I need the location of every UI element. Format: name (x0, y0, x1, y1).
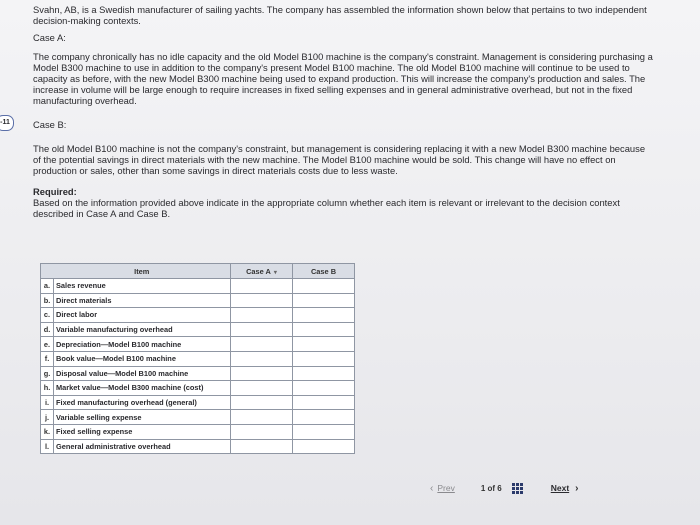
row-item-label: Sales revenue (54, 279, 231, 294)
case-b-text: The old Model B100 machine is not the company's constraint, but management is considering replacing it with a new Model B300 machine because of the potential savings in direct materials with the new machine. The Model B100 machine would be sold. This change will have no effect on production or sales, other than some savings in direct materials costs due to less waste. (33, 143, 646, 176)
case-b-answer-cell[interactable] (293, 424, 355, 439)
case-a-answer-cell[interactable] (231, 351, 293, 366)
row-item-label: Disposal value—Model B100 machine (54, 366, 231, 381)
table-row (41, 293, 355, 308)
table-row (41, 410, 355, 425)
case-a-answer-cell[interactable] (231, 322, 293, 337)
case-b-answer-cell[interactable] (293, 322, 355, 337)
row-letter: g. (41, 366, 54, 381)
row-letter: h. (41, 381, 54, 396)
header-case-b: Case B (293, 264, 355, 279)
row-letter: c. (41, 308, 54, 323)
row-item-label: Variable manufacturing overhead (54, 322, 231, 337)
intro-text: Svahn, AB, is a Swedish manufacturer of sailing yachts. The company has assembled the information shown below that pertains to two independent decision-making contexts. (33, 4, 647, 26)
case-b-answer-cell[interactable] (293, 308, 355, 323)
table-row (41, 366, 355, 381)
header-letter-cell (41, 264, 54, 279)
case-a-text: The company chronically has no idle capacity and the old Model B100 machine is the company's constraint. Management is considering purchasing a Model B300 machine to use in addition to the company's present Model B100 machine. The old Model B100 machine will continue to be used to capacity as before, with the new Model B300 machine being used to expand production. This will increase the company's production and sales. The increase in volume will be large enough to require increases in fixed selling expenses and in general administrative overhead, but not in the fixed manufacturing overhead. (33, 51, 653, 106)
row-letter: d. (41, 322, 54, 337)
case-a-answer-cell[interactable] (231, 279, 293, 294)
case-b-answer-cell[interactable] (293, 279, 355, 294)
case-a-answer-cell[interactable] (231, 308, 293, 323)
case-b-answer-cell[interactable] (293, 410, 355, 425)
required-title: Required: (33, 186, 77, 197)
table-row (41, 351, 355, 366)
table-row (41, 424, 355, 439)
row-item-label: General administrative overhead (54, 439, 231, 454)
case-b-answer-cell[interactable] (293, 366, 355, 381)
row-letter: e. (41, 337, 54, 352)
row-item-label: Fixed manufacturing overhead (general) (54, 395, 231, 410)
row-item-label: Direct labor (54, 308, 231, 323)
case-a-answer-cell[interactable] (231, 424, 293, 439)
prev-button[interactable] (430, 483, 455, 494)
prev-label: Prev (437, 483, 455, 493)
case-b-answer-cell[interactable] (293, 395, 355, 410)
chevron-down-icon: ▾ (273, 269, 277, 276)
case-b-title: Case B: (33, 119, 67, 130)
row-letter: k. (41, 424, 54, 439)
row-item-label: Depreciation—Model B100 machine (54, 337, 231, 352)
relevance-table (40, 263, 355, 454)
grid-icon[interactable] (512, 483, 523, 494)
chevron-right-icon: › (575, 482, 579, 494)
required-text: Based on the information provided above indicate in the appropriate column whether each item is relevant or irrelevant to the decision context described in Case A and Case B. (33, 197, 620, 219)
header-item: Item (54, 264, 231, 279)
next-label: Next (550, 483, 570, 493)
row-letter: i. (41, 395, 54, 410)
case-a-answer-cell[interactable] (231, 395, 293, 410)
table-row (41, 322, 355, 337)
table-row (41, 439, 355, 454)
row-letter: l. (41, 439, 54, 454)
case-a-answer-cell[interactable] (231, 410, 293, 425)
case-a-answer-cell[interactable] (231, 381, 293, 396)
question-content (33, 4, 653, 219)
case-b-answer-cell[interactable] (293, 439, 355, 454)
case-b-answer-cell[interactable] (293, 351, 355, 366)
chevron-left-icon: ‹ (430, 482, 434, 494)
case-a-answer-cell[interactable] (231, 439, 293, 454)
next-button[interactable] (551, 483, 579, 494)
table-row (41, 395, 355, 410)
table-row (41, 337, 355, 352)
pagination (430, 480, 579, 496)
case-b-answer-cell[interactable] (293, 337, 355, 352)
case-a-answer-cell[interactable] (231, 337, 293, 352)
case-a-answer-cell[interactable] (231, 293, 293, 308)
table-row (41, 279, 355, 294)
question-number-badge[interactable]: -11 (0, 115, 14, 131)
header-case-a: Case A ▾ (231, 264, 293, 279)
row-letter: j. (41, 410, 54, 425)
row-item-label: Variable selling expense (54, 410, 231, 425)
row-item-label: Market value—Model B300 machine (cost) (54, 381, 231, 396)
case-b-answer-cell[interactable] (293, 293, 355, 308)
page-indicator: 1 of 6 (480, 483, 502, 493)
case-a-answer-cell[interactable] (231, 366, 293, 381)
row-item-label: Book value—Model B100 machine (54, 351, 231, 366)
row-item-label: Fixed selling expense (54, 424, 231, 439)
table-row (41, 381, 355, 396)
row-letter: a. (41, 279, 54, 294)
table-header-row (41, 264, 355, 279)
row-letter: f. (41, 351, 54, 366)
table-row (41, 308, 355, 323)
case-b-answer-cell[interactable] (293, 381, 355, 396)
row-item-label: Direct materials (54, 293, 231, 308)
case-a-title: Case A: (33, 32, 66, 43)
row-letter: b. (41, 293, 54, 308)
